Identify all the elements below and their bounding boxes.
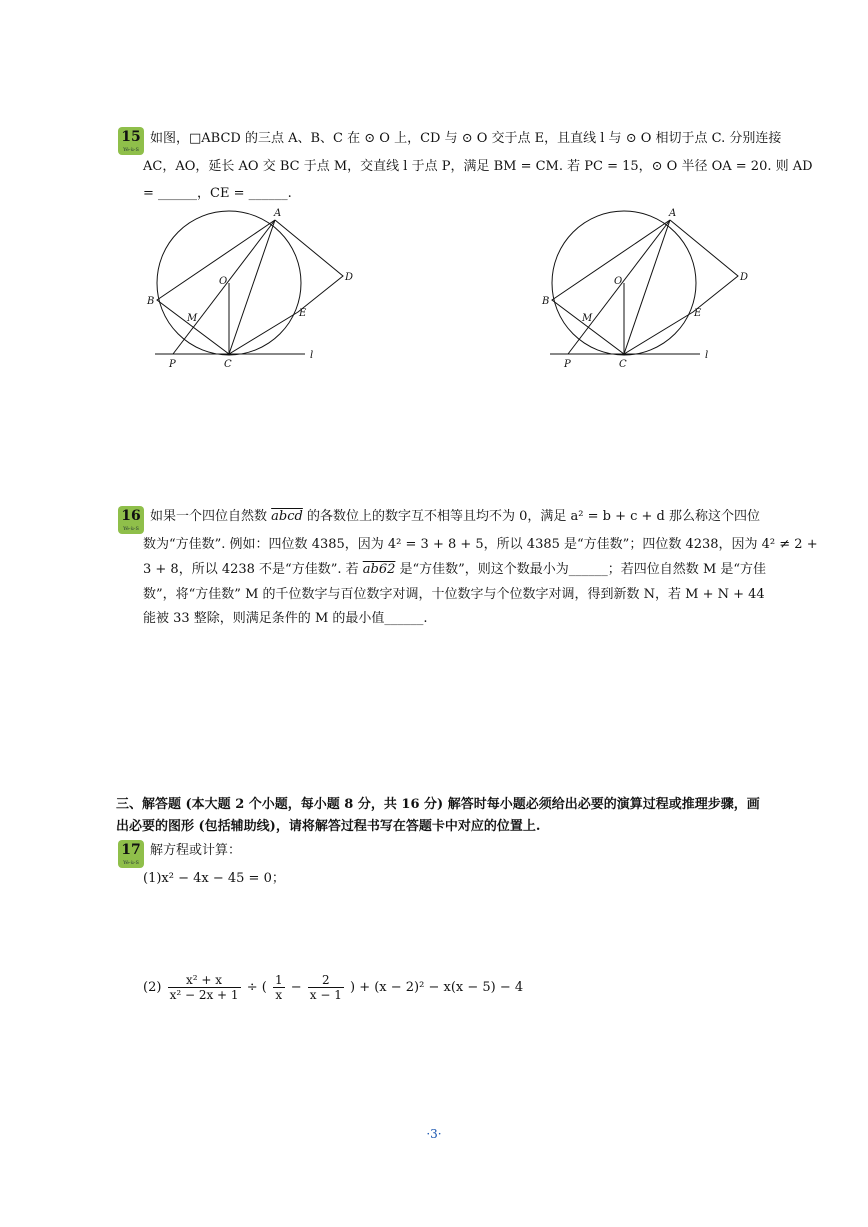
- overlined-number: abcd: [271, 509, 303, 524]
- label-l: l: [310, 350, 314, 361]
- badge-subtext: Yé-ù-S: [123, 147, 139, 153]
- label-A: A: [274, 208, 282, 219]
- q16-text-line5: 能被 33 整除，则满足条件的 M 的最小值______.: [143, 611, 428, 626]
- numerator: 1: [274, 973, 283, 987]
- denominator: x: [275, 988, 283, 1002]
- numerator: 2: [308, 973, 344, 988]
- section-heading-line1: 三、解答题 (本大题 2 个小题，每小题 8 分，共 16 分) 解答时每小题必须给出必要的演算过程或推理步骤，画: [116, 797, 760, 812]
- label-E: E: [694, 308, 702, 319]
- geometry-figure-right: [540, 200, 749, 375]
- q16-text-line2: 数为“方佳数”. 例如：四位数 4385，因为 4² = 3 + 8 + 5，所以 4385 是“方佳数”；四位数 4238，因为 4² ≠ 2 +: [143, 537, 818, 552]
- part-label: (2): [143, 980, 162, 995]
- q15-text-line3: = ______，CE = ______.: [143, 186, 292, 201]
- label-C: C: [224, 359, 232, 370]
- q17-part1: (1)x² − 4x − 45 = 0；: [143, 871, 285, 886]
- denominator: x − 1: [309, 988, 342, 1002]
- numerator: x² + x: [168, 973, 241, 988]
- q16-text-line3: [143, 561, 766, 579]
- q15-text-line1: 如图，□ABCD 的三点 A、B、C 在 ⊙ O 上，CD 与 ⊙ O 交于点 E，且直线 l 与 ⊙ O 相切于点 C. 分别连接: [150, 131, 782, 146]
- label-B: B: [147, 296, 155, 307]
- label-P: P: [169, 359, 176, 370]
- label-O: O: [219, 276, 228, 287]
- label-E: E: [299, 308, 307, 319]
- denominator: x² − 2x + 1: [169, 988, 239, 1002]
- expression-rest: ) + (x − 2)² − x(x − 5) − 4: [350, 980, 524, 995]
- q16-text-line1: [150, 508, 760, 526]
- badge-number: 16: [121, 508, 141, 524]
- q15-text-line2: AC，AO，延长 AO 交 BC 于点 M，交直线 l 于点 P，满足 BM = CM. 若 PC = 15，⊙ O 半径 OA = 20. 则 AD: [143, 159, 813, 174]
- label-O: O: [614, 276, 623, 287]
- badge-subtext: Yé-ù-S: [123, 860, 139, 866]
- geometry-figure-left: [145, 200, 354, 375]
- label-B: B: [542, 296, 550, 307]
- label-D: D: [740, 272, 749, 283]
- label-M: M: [582, 313, 593, 324]
- page-number: ·3·: [426, 1127, 442, 1141]
- badge-number: 17: [121, 842, 141, 858]
- fraction: [273, 973, 285, 1002]
- fraction: [308, 973, 344, 1002]
- question-number-badge: [118, 127, 144, 155]
- label-A: A: [669, 208, 677, 219]
- text: 3 + 8，所以 4238 不是“方佳数”. 若: [143, 562, 359, 577]
- label-P: P: [564, 359, 571, 370]
- text: 是“方佳数”，则这个数最小为______；若四位自然数 M 是“方佳: [399, 562, 767, 577]
- operator: −: [290, 980, 302, 995]
- overlined-number: ab62: [362, 562, 396, 577]
- q17-intro: 解方程或计算：: [150, 843, 242, 858]
- label-l: l: [705, 350, 709, 361]
- fraction: [168, 973, 241, 1002]
- badge-number: 15: [121, 129, 141, 145]
- label-C: C: [619, 359, 627, 370]
- q16-text-line4: 数”，将“方佳数” M 的千位数字与百位数字对调，十位数字与个位数字对调，得到新数 N，若 M + N + 44: [143, 587, 765, 602]
- badge-subtext: Yé-ù-S: [123, 526, 139, 532]
- section-heading-line2: 出必要的图形 (包括辅助线)，请将解答过程书写在答题卡中对应的位置上.: [116, 819, 541, 834]
- label-D: D: [345, 272, 354, 283]
- question-number-badge: [118, 840, 144, 868]
- q17-part2: [143, 972, 523, 1004]
- label-M: M: [187, 313, 198, 324]
- operator: ÷ (: [246, 980, 267, 995]
- question-number-badge: [118, 506, 144, 534]
- text: 如果一个四位自然数: [150, 509, 268, 524]
- text: 的各数位上的数字互不相等且均不为 0，满足 a² = b + c + d 那么称这个四位: [306, 509, 761, 524]
